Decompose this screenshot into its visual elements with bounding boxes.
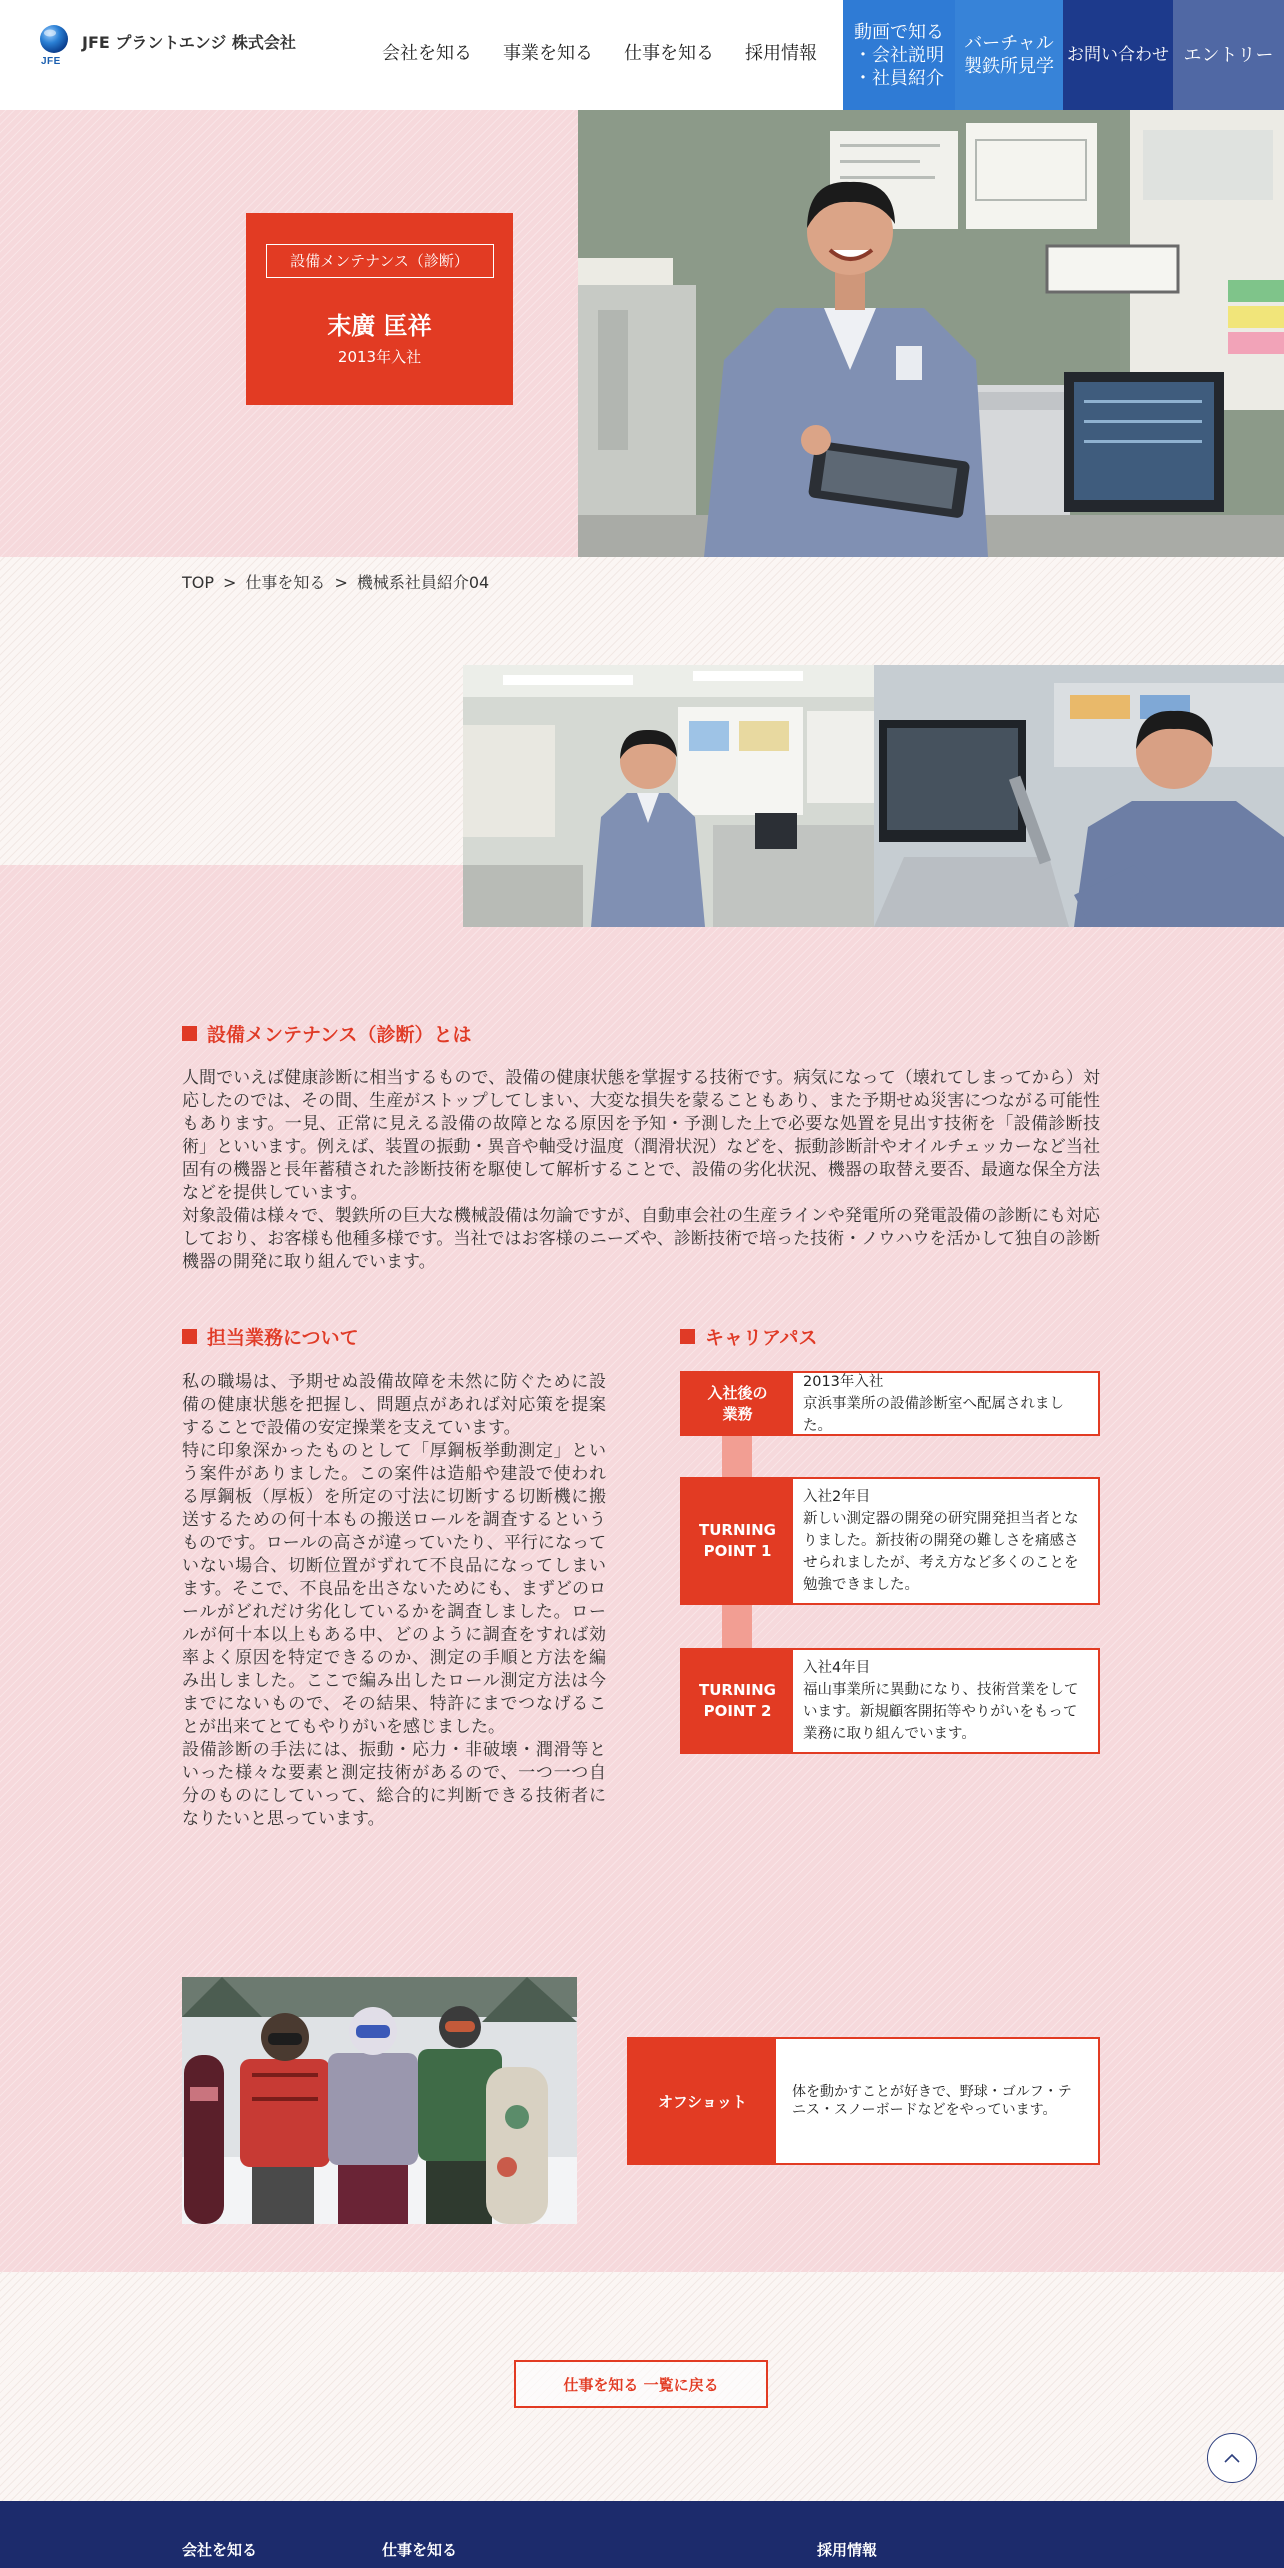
career-step-text: 京浜事業所の設備診断室へ配属されました。 [803,1395,1064,1434]
about-heading [182,1021,471,1045]
hero-photo-image [578,110,1284,557]
cms-sign [1047,246,1178,292]
career-connector [722,1436,752,1477]
globe-logo-icon [39,24,69,54]
virtual-tour-button-line: バーチャル [964,33,1054,54]
career-step-2 [680,1477,1100,1605]
career-step-body [793,1373,1098,1434]
profile-card [246,213,513,405]
career-step-period: 2013年入社 [803,1373,884,1390]
left-sign [578,258,673,285]
career-step-label [682,1373,793,1434]
duties-paragraph: 私の職場は、予期せぬ設備故障を未然に防ぐために設備の健康状態を把握し、問題点があれば対応策を提案することで設備の安定操業を支えています。 [182,1372,606,1438]
offshot-photo [182,1977,577,2224]
breadcrumb-top[interactable]: TOP [182,573,215,592]
nav-recruit[interactable]: 採用情報 [745,43,817,64]
monitor [1064,372,1224,512]
nav-work[interactable]: 仕事を知る [624,43,714,64]
career-step-body [793,1650,1098,1752]
snowboard-right [486,2067,548,2224]
logo-mark: JFE [41,56,61,67]
back-to-list-button[interactable]: 仕事を知る 一覧に戻る [514,2360,768,2408]
virtual-tour-button[interactable] [955,0,1063,110]
career-step-label-line: 業務 [722,1404,753,1423]
join-year: 2013年入社 [337,348,422,366]
entry-button[interactable] [1173,0,1284,110]
career-step-label [682,1479,793,1603]
career-step-text: 福山事業所に異動になり、技術営業をしています。新規顧客開拓等やりがいをもって業務に取り組んでいます。 [803,1682,1079,1742]
square-icon [182,1329,197,1344]
video-button-line: ・社員紹介 [854,67,944,89]
breadcrumb-separator: > [334,573,348,592]
offshot-text: 体を動かすことが好きで、野球・ゴルフ・テニス・スノーボードなどをやっています。 [792,2084,1072,2118]
breadcrumb-work[interactable]: 仕事を知る [245,573,326,592]
career-connector [722,1605,752,1648]
site-logo[interactable] [39,22,309,72]
ceiling-lights [463,665,874,697]
office-photo-desk-image [874,665,1284,927]
career-step-body [793,1479,1098,1603]
footer-link-recruit[interactable]: 採用情報 [817,2541,878,2559]
video-button-line: ・会社説明 [854,44,944,66]
video-button[interactable] [843,0,955,110]
career-heading [680,1324,817,1348]
breadcrumb-current: 機械系社員紹介04 [356,573,490,592]
career-step-label-line: POINT 1 [703,1542,772,1560]
monitor [879,720,1026,842]
career-step-1 [680,1371,1100,1436]
nav-company[interactable]: 会社を知る [382,43,472,64]
about-paragraph: 人間でいえば健康診断に相当するもので、設備の健康状態を掌握する技術です。病気になって（壊れてしまってから）対応したのでは、その間、生産がストップしてしまい、大変な損失を蒙ることもあり、また予期せぬ災害につながる可能性もあります。一見、正常に見える設備の故障となる原因を予知・予測した上で必要な処置を見出す技術を「設備診断技術」といいます。例えば、装置の振動・異音や軸受け温度（潤滑状況）などを、振動診断計やオイルチェッカーなど当社固有の機器と長年蓄積された診断技術を駆使して解析することで、設備の劣化状況、機器の取替え要否、最適な保全方法などを提供しています。 [182,1068,1100,1203]
office-photo-standing [463,665,874,927]
logo-text: JFE プラントエンジ 株式会社 [82,33,296,52]
square-icon [680,1329,695,1344]
career-step-label-line: POINT 2 [703,1702,772,1720]
duties-heading-text: 担当業務について [207,1326,359,1349]
career-step-label-line: TURNING [699,1681,776,1699]
duties-heading [182,1324,359,1348]
virtual-tour-button-line: 製鉄所見学 [964,56,1054,77]
offshot-card [627,2037,1100,2165]
chevron-up-icon [1223,2452,1241,2464]
career-step-label [682,1650,793,1752]
scroll-top-button[interactable] [1207,2433,1257,2483]
duties-paragraph: 設備診断の手法には、振動・応力・非破壊・潤滑等といった様々な要素と測定技術があるので、一つ一つ自分のものにしていって、総合的に判断できる技術者になりたいと思っています。 [182,1740,606,1829]
entry-button-label: エントリー [1183,44,1274,66]
duties-body [182,1371,606,1831]
about-paragraph: 対象設備は様々で、製鉄所の巨大な機械設備は勿論ですが、自動車会社の生産ラインや発電所の発電設備の診断にも対応しており、お客様も他種多様です。当社ではお客様のニーズや、診断技術で培った技術・ノウハウを活かして独自の診断機器の開発に取り組んでいます。 [182,1206,1100,1272]
career-step-period: 入社4年目 [803,1660,871,1676]
career-step-3 [680,1648,1100,1754]
video-button-line: 動画で知る [854,21,944,43]
job-category: 設備メンテナンス（診断） [266,244,494,278]
breadcrumb [182,571,489,595]
career-step-text: 新しい測定器の開発の研究開発担当者となりました。新技術の開発の難しさを痛感させられましたが、考え方など多くのことを勉強できました。 [803,1511,1079,1593]
employee-name: 末廣 匡祥 [327,312,432,340]
office-photo-standing-image [463,665,874,927]
global-nav [382,40,817,68]
about-body [182,1067,1100,1274]
breadcrumb-separator: > [223,573,237,592]
office-photo-desk [874,665,1284,927]
square-icon [182,1026,197,1041]
footer-link-work[interactable]: 仕事を知る [382,2541,458,2559]
site-header [0,0,1284,110]
career-step-period: 入社2年目 [803,1489,871,1505]
offshot-photo-image [182,1977,577,2224]
contact-button-label: お問い合わせ [1067,44,1169,65]
hand [801,425,831,455]
contact-button[interactable] [1063,0,1173,110]
offshot-label: オフショット [629,2039,776,2163]
footer-link-company[interactable]: 会社を知る [182,2541,258,2559]
hero-photo [578,110,1284,557]
nav-business[interactable]: 事業を知る [503,43,593,64]
site-footer [0,2501,1284,2568]
snowboard-left [184,2055,224,2224]
career-step-label-line: 入社後の [707,1383,768,1402]
career-step-label-line: TURNING [699,1521,776,1539]
about-heading-text: 設備メンテナンス（診断）とは [207,1023,472,1046]
duties-paragraph: 特に印象深かったものとして「厚鋼板挙動測定」という案件がありました。この案件は造船や建設で使われる厚鋼板（厚板）を所定の寸法に切断する切断機に搬送するための何十本もの搬送ロールを調査するというものです。ロールの高さが違っていたり、平行になっていない場合、切断位置がずれて不良品になってしまいます。そこで、不良品を出さないためにも、まずどのロールがどれだけ劣化しているかを調査しました。ロールが何十本以上もある中、どのように調査をすれば効率よく原因を特定できるのか、測定の手順と方法を編み出しました。ここで編み出したロール測定方法は今までにないもので、その結果、特許にまでつなげることが出来てとてもやりがいを感じました。 [182,1441,606,1737]
career-heading-text: キャリアパス [705,1326,818,1349]
